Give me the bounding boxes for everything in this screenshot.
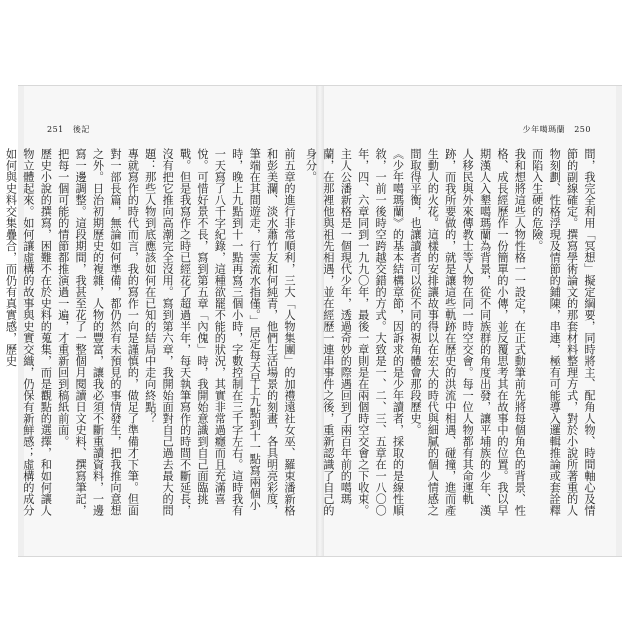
- left-paragraph-1: 前五章的進行非常順利，三大「人物集團」的加禮遠社女巫、羅束潘新格和彭美瀾、淡水蕭竹友和何純青，他們生活場景的刻畫，各具明亮彩度，筆端在其間遊走，行雲流水指僅。」居定每天早上九點到十一點寫兩個小時，晚上九點到十一點再寫三個小時，字數控制在三千字左右。這時我有一天寫了八千字紀錄，這種欲罷不能的狀況，其實非常過癮而且充滿喜悅。可惜好景不長，寫到第五章「內傀」時，我開始意識到自己面臨挑戰。但是我寫作之時已經花了超過半年，每天執筆寫作的時間不斷延長，沒有把它推向高潮完全沒用。寫到第六章，我開始面對自己過去最大的問題：那些人物到底應該如何在已知的結局中走向終點？: [143, 148, 296, 516]
- left-paragraph-3: 歷史小說的撰寫，困難不在於史料的蒐集，而是觀點的選擇，和如何讓人物立體起來。如何讓虛構的故事與史實交織，仍保有新鮮感；虛構的成分如何與史料交集疊合，而仍有真實感，歷史: [4, 148, 53, 516]
- left-page: [4, 86, 316, 556]
- left-paragraph-2: 專就寫作的時代而言，我的寫作一向是謹慎的，做足了準備才下筆。但面對一部長篇，無論如何準備，都仍然有未預見的事情發生，把我推向意想之外。日治初期歷史的複雜，人物的豐富，讓我必須不斷重讀資料，一邊寫一邊調整。這段期間，我甚至花了一整個月閱讀日文史料、撰寫筆記，把每一個可能的情節都推演過一遍，才重新回到稿紙前面。: [56, 148, 140, 516]
- left-running-head: 後記: [72, 125, 90, 134]
- right-paragraph-3: 《少年噶瑪蘭》的基本結構章節，因訴求的是少年讀者，採取的是線性順敘，一前一後時空跨越交錯的方式。大致是一、二、三、五章在一八〇〇年，四、六章同到一九九〇年，最後一章則是在兩個時空交會之下收束。主人公潘新格是一個現代少年，透過奇妙的際遇回到了兩百年前的噶瑪蘭，在那裡他與祖先相遇，並在經歷一連串事件之後，重新認識了自己的身分。: [304, 148, 405, 516]
- right-paragraph-1: 間，我完全利用「冥想」擬定綱要，同時將主、配角人物、時間軸心及情節的副線確定。撰寫學術論文的那套材料整理方式，對於小說所著重的人物刻劃、性格浮現及情節的鋪陳，串連，極有可能導入邏輯推論或套詮釋而陷入生硬的危險。: [530, 148, 596, 516]
- right-body-text: [304, 148, 598, 526]
- left-page-number: 251: [47, 125, 64, 134]
- right-running-header: [520, 124, 594, 135]
- left-running-header: [44, 124, 93, 135]
- right-paragraph-2: 我和想將這些人物性格一一設定，在正式動筆前先將每個角色的背景、性格、成長經歷作一份簡單的小傳，並反覆思考其在故事中的位置。我以早期漢人入墾噶瑪蘭為背景，從不同族群的角度出發，讓平埔族的少年、漢人移民與外來傳教士等人物在同一時空交會。每一位人物都有其命運軌跡，而我所要做的，就是讓這些軌跡在歷史的洪流中相遇、碰撞，進而產生動人的火花。這樣的安排讓故事得以在宏大的時代與細膩的個人情感之間取得平衡，也讓讀者可以從不同的視角體會那段歷史。: [408, 148, 527, 516]
- right-running-head: 少年噶瑪蘭: [522, 125, 566, 134]
- left-body-text: [4, 148, 298, 526]
- book-spread: [4, 86, 622, 556]
- right-page: [304, 86, 616, 556]
- right-page-number: 250: [574, 125, 591, 134]
